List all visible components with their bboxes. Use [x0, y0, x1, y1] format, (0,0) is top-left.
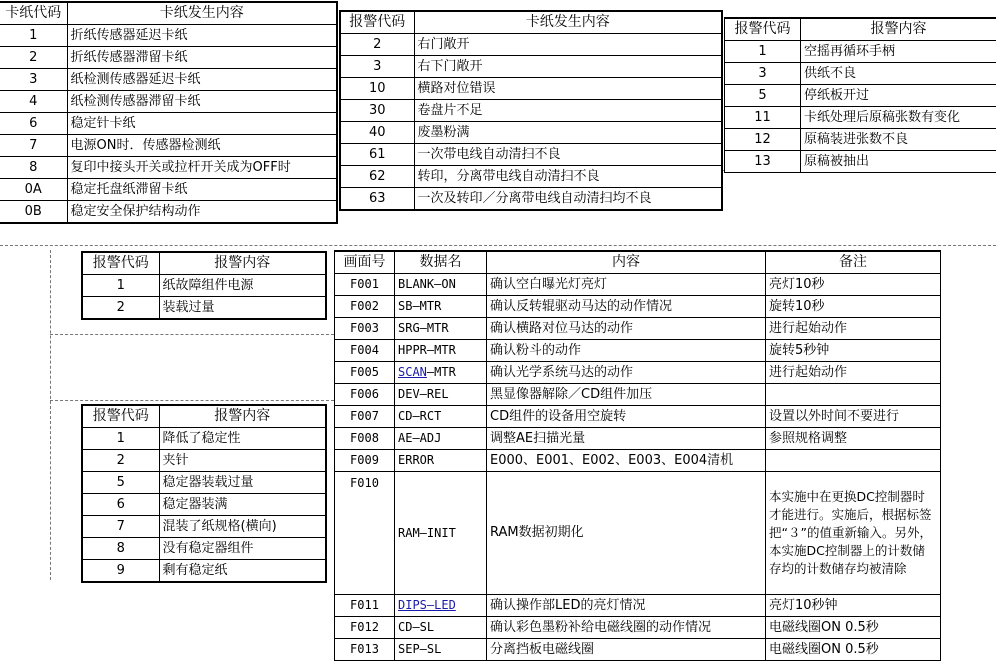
table-row: [82, 516, 326, 538]
content-cell: 一次及转印／分离带电线自动清扫均不良: [414, 188, 722, 211]
table-row: [0, 113, 337, 135]
content-cell: 纸检测传感器滞留卡纸: [67, 91, 337, 113]
table-row: [335, 362, 941, 384]
content-cell: 电源ON时．传感器检测纸: [67, 135, 337, 157]
screen-number-cell: F004: [335, 340, 395, 362]
content-cell: 确认横路对位马达的动作: [487, 318, 766, 340]
content-cell: 确认空白曝光灯亮灯: [487, 274, 766, 296]
code-cell: 2: [82, 450, 159, 472]
table-row: [82, 428, 326, 450]
table-row: [725, 41, 996, 63]
code-cell: 1: [0, 25, 67, 47]
column-header: 报警代码: [340, 11, 414, 34]
remark-cell: 进行起始动作: [766, 362, 941, 384]
content-cell: 折纸传感器滞留卡纸: [67, 47, 337, 69]
separator-line: [50, 400, 334, 401]
code-cell: 8: [82, 538, 159, 560]
screen-number-cell: F003: [335, 318, 395, 340]
scan-link[interactable]: SCAN: [398, 365, 427, 379]
table-row: [335, 340, 941, 362]
remark-cell: [766, 450, 941, 472]
content-cell: 确认反转辊驱动马达的动作情况: [487, 296, 766, 318]
table-row: [0, 47, 337, 69]
table-row: [0, 91, 337, 113]
remark-cell: 本实施中在更换DC控制器时才能进行。实施后，根据标签把“３”的值重新输入。另外，本实施DC控制器上的计数储存均的计数储存均被清除: [766, 472, 941, 595]
content-cell: 混装了纸规格(横向): [159, 516, 326, 538]
content-cell: 右门敞开: [414, 34, 722, 56]
code-cell: 30: [340, 100, 414, 122]
table-row: [340, 122, 722, 144]
data-name-cell: RAM—INIT: [395, 472, 487, 595]
column-header: 报警代码: [725, 18, 801, 41]
column-header: 报警内容: [159, 252, 326, 275]
data-name-cell: SRG—MTR: [395, 318, 487, 340]
table-row: [335, 617, 941, 639]
table-row: [335, 296, 941, 318]
screen-number-cell: F006: [335, 384, 395, 406]
screen-number-cell: F007: [335, 406, 395, 428]
content-cell: 原稿被抽出: [801, 151, 996, 173]
remark-cell: 亮灯10秒: [766, 274, 941, 296]
alarm-code-table-paper-deck: [81, 251, 327, 320]
data-name-cell: HPPR—MTR: [395, 340, 487, 362]
table-header-row: [0, 2, 337, 25]
content-cell: 废墨粉满: [414, 122, 722, 144]
content-cell: 装载过量: [159, 297, 326, 320]
table-row: [82, 450, 326, 472]
table-row: [340, 100, 722, 122]
table-row: [340, 78, 722, 100]
code-cell: 2: [340, 34, 414, 56]
alarm-code-table-feeder: [724, 17, 996, 173]
remark-cell: [766, 384, 941, 406]
data-name-cell: CD—RCT: [395, 406, 487, 428]
content-cell: 黑显像器解除／CD组件加压: [487, 384, 766, 406]
data-name-cell: [395, 595, 487, 617]
code-cell: 12: [725, 129, 801, 151]
table-row: [82, 472, 326, 494]
code-cell: 1: [725, 41, 801, 63]
column-header: 画面号: [335, 251, 395, 274]
code-cell: 63: [340, 188, 414, 211]
code-cell: 5: [725, 85, 801, 107]
content-cell: 没有稳定器组件: [159, 538, 326, 560]
content-cell: 卷盘片不足: [414, 100, 722, 122]
code-cell: 40: [340, 122, 414, 144]
content-cell: 原稿装进张数不良: [801, 129, 996, 151]
code-cell: 3: [725, 63, 801, 85]
content-cell: E000、E001、E002、E003、E004清机: [487, 450, 766, 472]
screen-number-cell: F001: [335, 274, 395, 296]
table-row: [82, 494, 326, 516]
code-cell: 10: [340, 78, 414, 100]
table-row: [0, 157, 337, 179]
dips-link[interactable]: DIPS: [398, 598, 427, 612]
table-row: [0, 69, 337, 91]
remark-cell: 旋转10秒: [766, 296, 941, 318]
table-row: [340, 188, 722, 211]
table-row: [82, 297, 326, 320]
column-header: 报警内容: [159, 405, 326, 428]
screen-number-cell: F013: [335, 639, 395, 661]
column-header: 报警内容: [801, 18, 996, 41]
table-row: [82, 538, 326, 560]
code-cell: 8: [0, 157, 67, 179]
table-header-row: [340, 11, 722, 34]
code-cell: 11: [725, 107, 801, 129]
content-cell: 确认操作部LED的亮灯情况: [487, 595, 766, 617]
service-mode-table: [334, 250, 941, 661]
column-header: 备注: [766, 251, 941, 274]
content-cell: 右下门敞开: [414, 56, 722, 78]
alarm-code-table-stapler: [81, 404, 327, 583]
content-cell: 横路对位错误: [414, 78, 722, 100]
table-row: [335, 274, 941, 296]
code-cell: 1: [82, 428, 159, 450]
code-cell: 6: [0, 113, 67, 135]
code-cell: 2: [82, 297, 159, 320]
table-row: [725, 85, 996, 107]
content-cell: 确认粉斗的动作: [487, 340, 766, 362]
table-row: [335, 450, 941, 472]
remark-cell: 电磁线圈ON 0.5秒: [766, 639, 941, 661]
code-cell: 7: [82, 516, 159, 538]
separator-line: [50, 250, 51, 580]
table-row: [0, 201, 337, 224]
content-cell: RAM数据初期化: [487, 472, 766, 595]
table-row: [82, 560, 326, 583]
code-cell: 13: [725, 151, 801, 173]
content-cell: 稳定器装满: [159, 494, 326, 516]
remark-cell: 亮灯10秒钟: [766, 595, 941, 617]
alarm-code-jam-table: [339, 10, 723, 211]
table-row: [340, 166, 722, 188]
remark-cell: 进行起始动作: [766, 318, 941, 340]
column-header: 数据名: [395, 251, 487, 274]
table-header-row: [82, 252, 326, 275]
data-name-cell: [395, 362, 487, 384]
table-row: [725, 129, 996, 151]
table-header-row: [82, 405, 326, 428]
screen-number-cell: F012: [335, 617, 395, 639]
content-cell: 纸故障组件电源: [159, 275, 326, 297]
code-cell: 62: [340, 166, 414, 188]
data-name-cell: CD—SL: [395, 617, 487, 639]
table-row: [340, 144, 722, 166]
data-name-cell: SEP—SL: [395, 639, 487, 661]
data-name-cell: SB—MTR: [395, 296, 487, 318]
content-cell: 调整AE扫描光量: [487, 428, 766, 450]
code-cell: 0B: [0, 201, 67, 224]
screen-number-cell: F011: [335, 595, 395, 617]
content-cell: 确认光学系统马达的动作: [487, 362, 766, 384]
content-cell: CD组件的设备用空旋转: [487, 406, 766, 428]
content-cell: 剩有稳定纸: [159, 560, 326, 583]
content-cell: 转印，分离带电线自动清扫不良: [414, 166, 722, 188]
code-cell: 7: [0, 135, 67, 157]
content-cell: 停纸板开过: [801, 85, 996, 107]
table-row: [335, 384, 941, 406]
code-cell: 6: [82, 494, 159, 516]
content-cell: 折纸传感器延迟卡纸: [67, 25, 337, 47]
separator-line: [0, 245, 996, 246]
code-cell: 61: [340, 144, 414, 166]
table-row: [335, 595, 941, 617]
code-cell: 2: [0, 47, 67, 69]
content-cell: 稳定器装载过量: [159, 472, 326, 494]
table-row: [725, 151, 996, 173]
remark-cell: 参照规格调整: [766, 428, 941, 450]
screen-number-cell: F005: [335, 362, 395, 384]
screen-number-cell: F008: [335, 428, 395, 450]
code-cell: 4: [0, 91, 67, 113]
jam-code-table: [0, 1, 338, 224]
code-cell: 1: [82, 275, 159, 297]
content-cell: 分离挡板电磁线圈: [487, 639, 766, 661]
table-row: [725, 63, 996, 85]
remark-cell: 电磁线圈ON 0.5秒: [766, 617, 941, 639]
column-header: 卡纸代码: [0, 2, 67, 25]
code-cell: 9: [82, 560, 159, 583]
table-row: [335, 639, 941, 661]
table-row: [335, 472, 941, 595]
table-row: [340, 34, 722, 56]
table-row: [0, 25, 337, 47]
content-cell: 确认彩色墨粉补给电磁线圈的动作情况: [487, 617, 766, 639]
content-cell: 一次带电线自动清扫不良: [414, 144, 722, 166]
data-name-cell: ERROR: [395, 450, 487, 472]
remark-cell: 设置以外时间不要进行: [766, 406, 941, 428]
content-cell: 夹针: [159, 450, 326, 472]
content-cell: 降低了稳定性: [159, 428, 326, 450]
content-cell: 稳定安全保护结构动作: [67, 201, 337, 224]
content-cell: 稳定托盘纸滞留卡纸: [67, 179, 337, 201]
code-cell: 3: [340, 56, 414, 78]
content-cell: 空摇再循环手柄: [801, 41, 996, 63]
data-name-suffix[interactable]: —LED: [427, 598, 456, 612]
column-header: 卡纸发生内容: [414, 11, 722, 34]
table-row: [82, 275, 326, 297]
table-header-row: [725, 18, 996, 41]
column-header: 报警代码: [82, 252, 159, 275]
content-cell: 复印中接头开关或拉杆开关成为OFF时: [67, 157, 337, 179]
table-row: [725, 107, 996, 129]
code-cell: 0A: [0, 179, 67, 201]
data-name-cell: AE—ADJ: [395, 428, 487, 450]
data-name-cell: BLANK—ON: [395, 274, 487, 296]
column-header: 报警代码: [82, 405, 159, 428]
separator-line: [50, 334, 334, 335]
content-cell: 卡纸处理后原稿张数有变化: [801, 107, 996, 129]
column-header: 卡纸发生内容: [67, 2, 337, 25]
data-name-suffix: —MTR: [427, 365, 456, 379]
content-cell: 稳定针卡纸: [67, 113, 337, 135]
content-cell: 供纸不良: [801, 63, 996, 85]
table-row: [335, 318, 941, 340]
table-row: [335, 428, 941, 450]
code-cell: 5: [82, 472, 159, 494]
table-row: [0, 135, 337, 157]
content-cell: 纸检测传感器延迟卡纸: [67, 69, 337, 91]
table-row: [0, 179, 337, 201]
table-row: [335, 406, 941, 428]
column-header: 内容: [487, 251, 766, 274]
table-header-row: [335, 251, 941, 274]
screen-number-cell: F002: [335, 296, 395, 318]
screen-number-cell: F010: [335, 472, 395, 595]
data-name-cell: DEV—REL: [395, 384, 487, 406]
remark-cell: 旋转5秒钟: [766, 340, 941, 362]
table-row: [340, 56, 722, 78]
code-cell: 3: [0, 69, 67, 91]
screen-number-cell: F009: [335, 450, 395, 472]
